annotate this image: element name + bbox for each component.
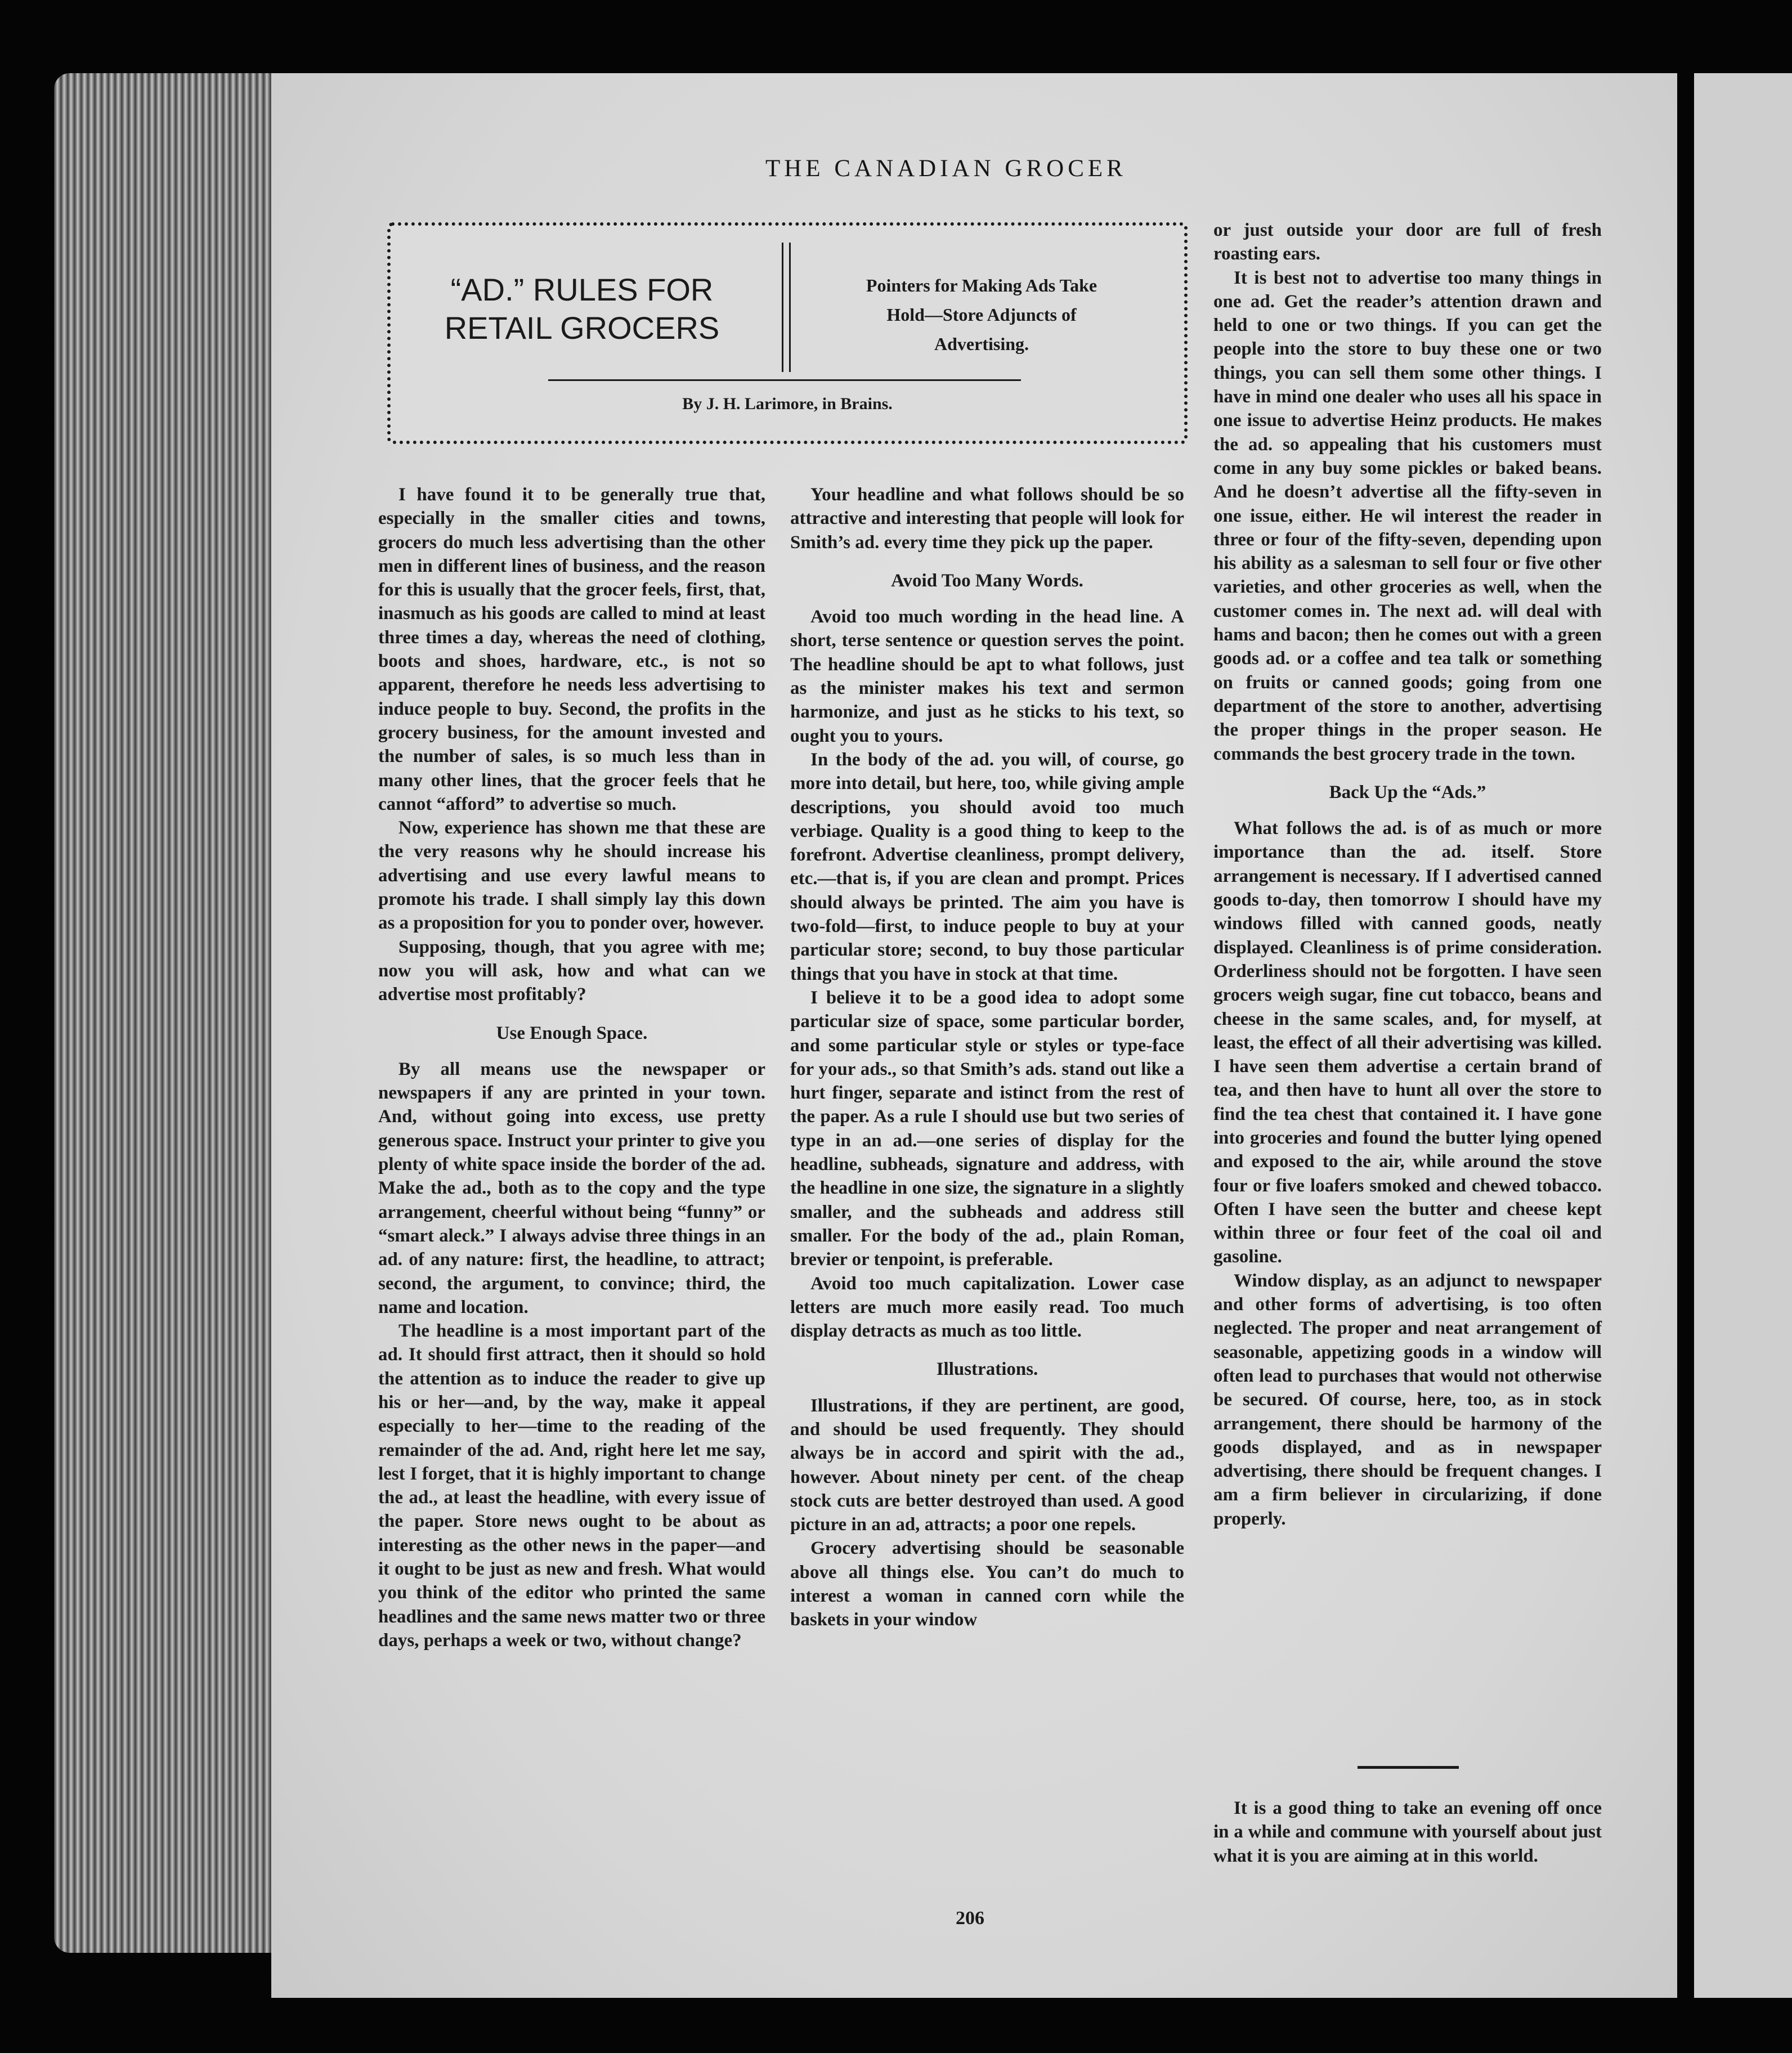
article-title bbox=[413, 271, 751, 347]
paragraph: It is best not to advertise too many things in one ad. Get the reader’s attention drawn and held to one or two things. If you can get the people into the store to buy these one or two things, you can sell them some other things. I have in mind one dealer who uses all his space in one issue to advertise Heinz products. He makes the ad. so appealing that his customers must come in any buy some pickles or baked beans. And he doesn’t advertise all the fifty-seven in one issue, either. He wil interest the reader in three or four of the fifty-seven, depending upon his ability as a salesman to sell four or five other varieties, and other groceries as well, when the customer comes in. The next ad. will deal with hams and bacon; then he comes out with a green goods ad. or a coffee and tea talk or something on fruits or canned goods; going from one department of the store to another, advertising the proper things in the proper season. He commands the best grocery trade in the town. bbox=[1213, 267, 1602, 764]
column-2 bbox=[790, 483, 1184, 1632]
subheading-use-enough-space: Use Enough Space. bbox=[496, 1023, 648, 1043]
article-subtitle-line2: Hold—Store Adjuncts of bbox=[886, 304, 1077, 325]
paragraph: I have found it to be generally true that, especially in the smaller cities and towns, grocers do much less advertising than the other men in different lines of business, and the reason for this is usually that the grocer feels, first, that, inasmuch as his goods are called to mind at least three times a day, whereas the need of clothing, boots and shoes, hardware, etc., is not so apparent, therefore he needs less advertising to induce people to buy. Second, the profits in the grocery business, for the amount invested and the number of sales, is so much less than in many other lines, that the grocer feels that he cannot “afford” to advertise so much. bbox=[378, 485, 765, 814]
paragraph: What follows the ad. is of as much or more importance than the ad. itself. Store arrangement is necessary. If I advertised canned goods to-day, then tomorrow I should have my windows filled with canned goods, neatly displayed. Cleanliness is of prime consideration. Orderliness should not be forgotten. I have seen grocers weigh sugar, fine cut tobacco, beans and cheese in the same scales, and, for myself, at least, the effect of all their advertising was killed. I have seen them advertise a certain brand of tea, and then have to hunt all over the store to find the tea chest that contained it. I have gone into groceries and found the butter lying opened and exposed to the air, while around the stove four or five loafers smoked and chewed tobacco. Often I have seen the butter and cheese kept within three or four feet of the coal oil and gasoline. bbox=[1213, 818, 1602, 1267]
subheading-back-up-the-ads: Back Up the “Ads.” bbox=[1329, 782, 1486, 803]
paragraph: Window display, as an adjunct to newspaper and other forms of advertising, is too often neglected. The proper and neat arrangement of seasonable, appetizing goods in a window will often lead to purchases that would not otherwise be secured. Of course, here, too, as in stock arrangement, there should be harmony of the goods displayed, and as in newspaper advertising, there should be frequent changes. I am a firm believer in circularizing, if done properly. bbox=[1213, 1270, 1602, 1529]
column-3 bbox=[1213, 218, 1602, 1531]
paragraph: It is a good thing to take an evening off once in a while and commune with yourself about just what it is you are aiming at in this world. bbox=[1213, 1798, 1602, 1866]
article-title-line1: “AD.” RULES FOR bbox=[450, 272, 714, 307]
banner-rule bbox=[548, 379, 1021, 381]
paragraph: Avoid too much capitalization. Lower case letters are much more easily read. Too much display detracts as much as too little. bbox=[790, 1273, 1184, 1342]
book-page-edges bbox=[54, 73, 271, 1953]
paragraph: In the body of the ad. you will, of course, go more into detail, but here, too, while giving ample descriptions, you should avoid too much verbiage. Quality is a good thing to keep to the forefront. Advertise cleanliness, prompt delivery, etc.—that is, if you are clean and prompt. Prices should always be printed. The aim you have is two-fold—first, to induce people to buy at your particular store; second, to buy those particular things that you have in stock at that time. bbox=[790, 749, 1184, 984]
paragraph: The headline is a most important part of the ad. It should first attract, then it should so hold the attention as to induce the reader to give up his or her—and, by the way, make it appeal especially to her—time to the reading of the remainder of the ad. And, right here let me say, lest I forget, that it is highly important to change the ad., at least the headline, with every issue of the paper. Store news ought to be about as interesting as the other news in the paper—and it ought to be just as new and fresh. What would you think of the editor who printed the same headlines and the same news matter two or three days, perhaps a week or two, without change? bbox=[378, 1321, 765, 1651]
paragraph: Illustrations, if they are pertinent, are good, and should be used frequently. They should always be in accord and spirit with the ad., however. About ninety per cent. of the cheap stock cuts are better destroyed than used. A good picture in an ad, attracts; a poor one repels. bbox=[790, 1395, 1184, 1535]
article-banner bbox=[387, 222, 1188, 444]
column-1 bbox=[378, 483, 765, 1652]
article-byline: By J. H. Larimore, in Brains. bbox=[682, 395, 893, 413]
paragraph: Now, experience has shown me that these are the very reasons why he should increase his advertising and use every lawful means to promote his trade. I shall simply lay this down as a proposition for you to ponder over, however. bbox=[378, 818, 765, 934]
subheading-illustrations: Illustrations. bbox=[936, 1359, 1038, 1380]
paragraph: By all means use the newspaper or newspapers if any are printed in your town. And, without going into excess, use pretty generous space. Instruct your printer to give you plenty of white space inside the border of the ad. Make the ad., both as to the copy and the type arrangement, cheerful without being “funny” or “smart aleck.” I always advise three things in an ad. of any nature: first, the headline, to attract; second, the argument, to convince; third, the name and location. bbox=[378, 1059, 765, 1317]
facing-page-edge bbox=[1694, 73, 1792, 1998]
closing-note bbox=[1213, 1796, 1602, 1868]
paragraph: I believe it to be a good idea to adopt some particular size of space, some particular border, and some particular style or styles or type-face for your ads., so that Smith’s ads. stand out like a hurt finger, separate and istinct from the rest of the paper. As a rule I should use but two series of type in an ad.—one series of display for the headline, subheads, signature and address, with the headline in one size, the signature in a slightly smaller, and the subheads and address still smaller. For the body of the ad., plain Roman, brevier or tenpoint, is preferable. bbox=[790, 987, 1184, 1270]
subheading-avoid-too-many-words: Avoid Too Many Words. bbox=[891, 570, 1083, 591]
banner-divider bbox=[782, 243, 791, 372]
article-title-line2: RETAIL GROCERS bbox=[444, 310, 720, 346]
paragraph: Supposing, though, that you agree with me; now you will ask, how and what can we advertise most profitably? bbox=[378, 936, 765, 1005]
running-header: THE CANADIAN GROCER bbox=[765, 155, 1127, 182]
paragraph: or just outside your door are full of fresh roasting ears. bbox=[1213, 220, 1602, 265]
paragraph: Avoid too much wording in the head line. A short, terse sentence or question serves the point. The headline should be apt to what follows, just as the minister makes his text and sermon harmonize, and just as he sticks to his text, so ought you to yours. bbox=[790, 607, 1184, 746]
article-subtitle-line1: Pointers for Making Ads Take bbox=[866, 275, 1097, 295]
page-number: 206 bbox=[956, 1908, 984, 1929]
paragraph: Your headline and what follows should be so attractive and interesting that people will look for Smith’s ad. every time they pick up the paper. bbox=[790, 485, 1184, 553]
article-subtitle bbox=[818, 271, 1145, 358]
section-divider bbox=[1358, 1766, 1459, 1769]
article-subtitle-line3: Advertising. bbox=[934, 334, 1029, 354]
paragraph: Grocery advertising should be seasonable above all things else. You can’t do much to interest a woman in canned corn while the baskets in your window bbox=[790, 1538, 1184, 1630]
